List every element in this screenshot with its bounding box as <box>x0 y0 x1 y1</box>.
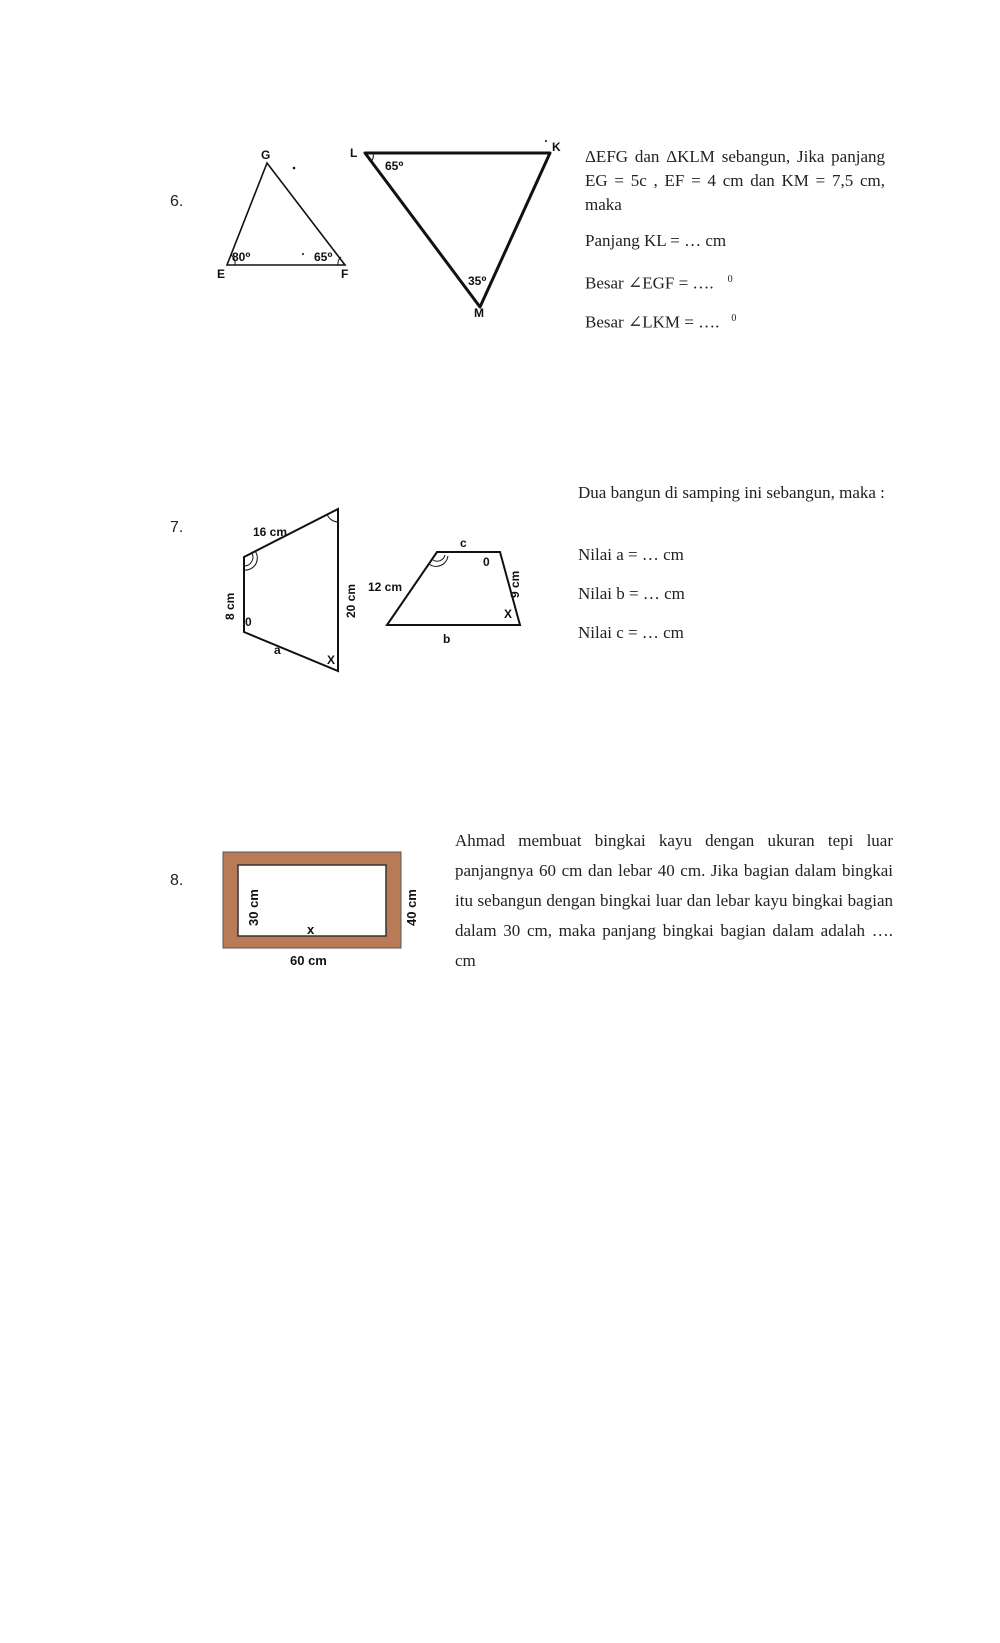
q6-figure <box>205 135 575 330</box>
q7-intro: Dua bangun di samping ini sebangun, maka : <box>578 483 885 502</box>
angle-m-label: 35⁰ <box>468 274 487 288</box>
stray-dot <box>302 253 304 255</box>
left-o-label: 0 <box>245 615 252 629</box>
vertex-m-label: M <box>474 306 484 320</box>
vertex-g-label: G <box>261 148 271 162</box>
degree-mark: 0 <box>727 274 733 285</box>
q7-line-b: Nilai b = … cm <box>578 584 685 603</box>
left-a-label: a <box>274 643 281 657</box>
question-7-number: 7. <box>170 519 184 536</box>
inner-length-label: x <box>307 922 315 937</box>
left-side-label: 8 cm <box>223 592 237 620</box>
q6-line-lkm-text: Besar ∠LKM = …. <box>585 312 720 332</box>
q7-line-c: Nilai c = … cm <box>578 623 684 642</box>
q7-figure <box>215 500 545 680</box>
q6-line-egf-text: Besar ∠EGF = …. <box>585 273 714 293</box>
q6-line-lkm <box>585 307 736 335</box>
vertex-k-label: K <box>552 140 561 154</box>
right-trapezoid <box>387 552 520 625</box>
angle-f-label: 65⁰ <box>314 250 333 264</box>
question-8-number: 8. <box>170 872 184 889</box>
stray-dot <box>293 167 296 170</box>
left-angle-arc <box>327 514 338 522</box>
right-x-label: X <box>504 607 513 621</box>
vertex-e-label: E <box>217 267 226 281</box>
q6-line-kl: Panjang KL = … cm <box>585 231 727 250</box>
q8-text: Ahmad membuat bingkai kayu dengan ukuran tepi luar panjangnya 60 cm dan lebar 40 cm. Jika bagian dalam bingkai itu sebangun dengan bingkai luar dan lebar kayu bingkai bagian dalam 30 cm, maka panjang bingkai bagian dalam adalah …. cm <box>455 831 893 970</box>
vertex-f-label: F <box>341 267 349 281</box>
angle-e-label: 80⁰ <box>232 250 251 264</box>
left-x-label: X <box>327 653 336 667</box>
question-6-number: 6. <box>170 193 184 210</box>
right-o-label: 0 <box>483 555 490 569</box>
q6-intro: ΔEFG dan ΔKLM sebangun, Jika panjang EG = 5c , EF = 4 cm dan KM = 7,5 cm, maka <box>585 147 885 214</box>
inner-height-label: 30 cm <box>246 889 261 926</box>
outer-height-label: 40 cm <box>404 889 419 926</box>
right-side-label: 12 cm <box>368 580 403 594</box>
triangle-klm <box>365 153 550 307</box>
vertex-l-label: L <box>350 146 358 160</box>
stray-dot <box>545 140 547 142</box>
right-c-label: c <box>460 536 467 550</box>
degree-mark: 0 <box>731 313 737 324</box>
left-top-label: 16 cm <box>253 525 288 539</box>
angle-l-label: 65⁰ <box>385 159 404 173</box>
q7-line-a: Nilai a = … cm <box>578 545 684 564</box>
q8-figure <box>215 848 425 973</box>
outer-length-label: 60 cm <box>290 953 327 968</box>
left-right-label: 20 cm <box>344 583 358 618</box>
q6-line-egf <box>585 268 733 296</box>
right-9-label: 9 cm <box>508 570 522 598</box>
right-b-label: b <box>443 632 451 646</box>
